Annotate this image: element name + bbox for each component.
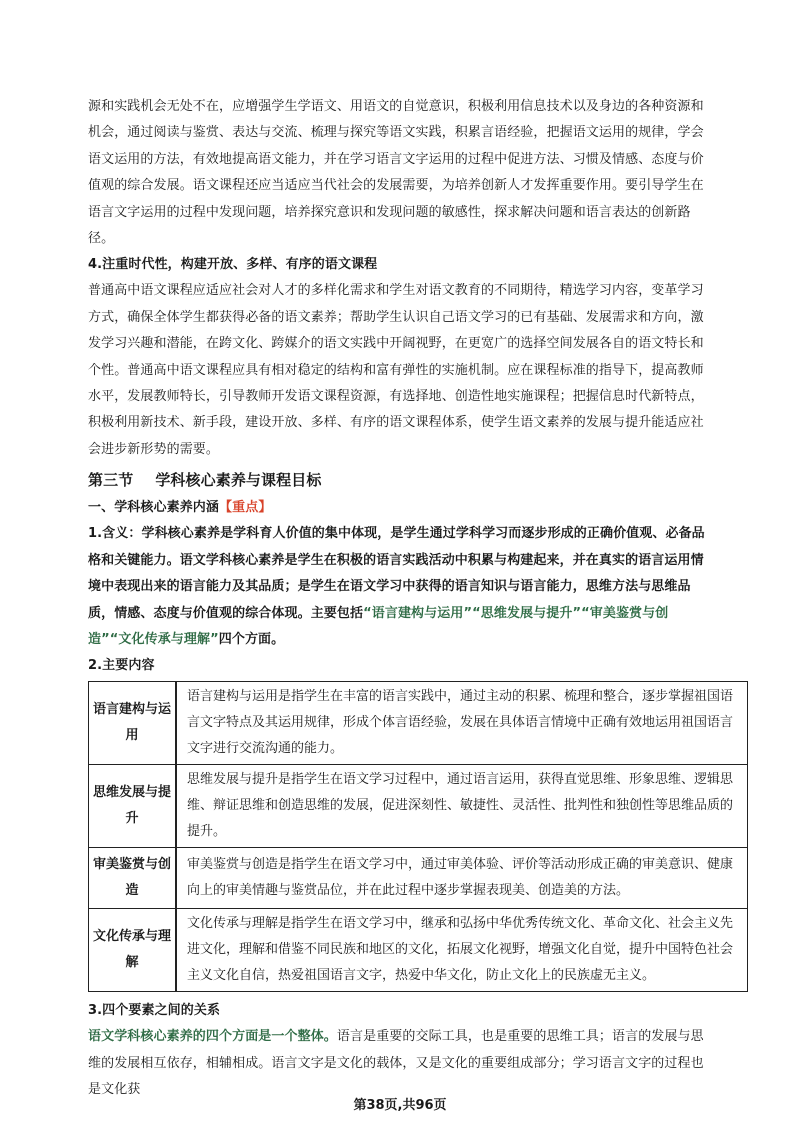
page-number: 第38页,共96页	[353, 1098, 447, 1113]
row-text: 思维发展与提升是指学生在语文学习过程中，通过语言运用，获得直觉思维、形象思维、逻辑思维、辩证思维和创造思维的发展，促进深刻性、敏捷性、灵活性、批判性和独创性等思维品质的提升。	[176, 765, 748, 848]
quality-term-2: “思维发展与提升”	[472, 605, 582, 621]
section-heading	[88, 465, 708, 495]
row-label: 审美鉴赏与创造	[89, 848, 177, 909]
relation-lead: 语文学科核心素养的四个方面是一个整体。	[88, 1029, 337, 1045]
core-literacy-table	[88, 681, 748, 992]
page-content	[88, 94, 734, 1104]
definition-tail: 四个方面。	[218, 631, 285, 647]
relation-body: 语言是重要的交际工具，也是重要的思维工具；语言的发展与思维的发展相互依存，相辅相成。语言文字是文化的载体，又是文化的重要组成部分；学习语言文字的过程也是文化获	[88, 1029, 704, 1098]
row-label: 文化传承与理解	[89, 909, 177, 992]
key-point-tag: 【重点】	[219, 500, 272, 516]
section-number: 第三节	[88, 471, 134, 490]
row-text: 审美鉴赏与创造是指学生在语文学习中，通过审美体验、评价等活动形成正确的审美意识、健康向上的审美情趣与鉴赏品位，并在此过程中逐步掌握表现美、创造美的方法。	[176, 848, 748, 909]
row-text: 文化传承与理解是指学生在语文学习中，继承和弘扬中华优秀传统文化、革命文化、社会主义先进文化，理解和借鉴不同民族和地区的文化，拓展文化视野，增强文化自觉，提升中国特色社会主义文化自信，热爱祖国语言文字，热爱中华文化，防止文化上的民族虚无主义。	[176, 909, 748, 992]
main-content-heading: 2.主要内容	[88, 658, 155, 674]
quality-term-3: “审美鉴赏与创造”	[88, 605, 669, 647]
subsection-heading	[88, 495, 708, 521]
table-row	[89, 848, 748, 909]
point-4-body: 普通高中语文课程应适应社会对人才的多样化需求和学生对语文教育的不同期待，精选学习内容，变革学习方式，确保全体学生都获得必备的语文素养；帮助学生认识自己语文学习的已有基础、发展需求和方向，激发学习兴趣和潜能，在跨文化、跨媒介的语文实践中开阔视野，在更宽广的选择空间发展各自的语文特长和个性。普通高中语文课程应具有相对稳定的结构和富有弹性的实施机制。应在课程标准的指导下，提高教师水平，发展教师特长，引导教师开发语文课程资源，有选择地、创造性地实施课程；把握信息时代新特点，积极利用新技术、新手段，建设开放、多样、有序的语文课程体系，使学生语文素养的发展与提升能适应社会进步新形势的需要。	[88, 283, 704, 457]
quality-term-4: “文化传承与理解”	[109, 631, 219, 647]
point-4-heading: 4.注重时代性，构建开放、多样、有序的语文课程	[88, 257, 378, 273]
definition-paragraph	[88, 521, 708, 653]
quality-term-1: “语言建构与运用”	[363, 605, 473, 621]
table-row	[89, 682, 748, 765]
table-row	[89, 909, 748, 992]
relation-heading: 3.四个要素之间的关系	[88, 1003, 221, 1019]
intro-paragraph: 源和实践机会无处不在，应增强学生学语文、用语文的自觉意识，积极利用信息技术以及身边的各种资源和机会，通过阅读与鉴赏、表达与交流、梳理与探究等语文实践，积累言语经验，把握语文运用的规律，学会语文运用的方法，有效地提高语文能力，并在学习语言文字运用的过程中促进方法、习惯及情感、态度与价值观的综合发展。语文课程还应当适应当代社会的发展需要，为培养创新人才发挥重要作用。要引导学生在语言文字运用的过程中发现问题，培养探究意识和发现问题的敏感性，探求解决问题和语言表达的创新路径。	[88, 99, 704, 247]
row-label: 思维发展与提升	[89, 765, 177, 848]
row-text: 语言建构与运用是指学生在丰富的语言实践中，通过主动的积累、梳理和整合，逐步掌握祖国语言文字特点及其运用规律，形成个体言语经验，发展在具体语言情境中正确有效地运用祖国语言文字进行交流沟通的能力。	[176, 682, 748, 765]
row-label: 语言建构与运用	[89, 682, 177, 765]
section-title: 学科核心素养与课程目标	[155, 471, 322, 490]
relation-paragraph	[88, 1024, 708, 1103]
table-row	[89, 765, 748, 848]
subsection-title: 一、学科核心素养内涵	[88, 500, 220, 516]
definition-lead: 1.含义：学科核心素养是学科育人价值的集中体现，是学生通过学科学习而逐步形成的正确价值观、必备品格和关键能力。语文学科核心素养是学生在积极的语言实践活动中积累与构建起来，并在真实的语言运用情境中表现出来的语言能力及其品质；是学生在语文学习中获得的语言知识与语言能力，思维方法与思维品质，情感、态度与价值观的综合体现。主要包括	[88, 526, 705, 621]
